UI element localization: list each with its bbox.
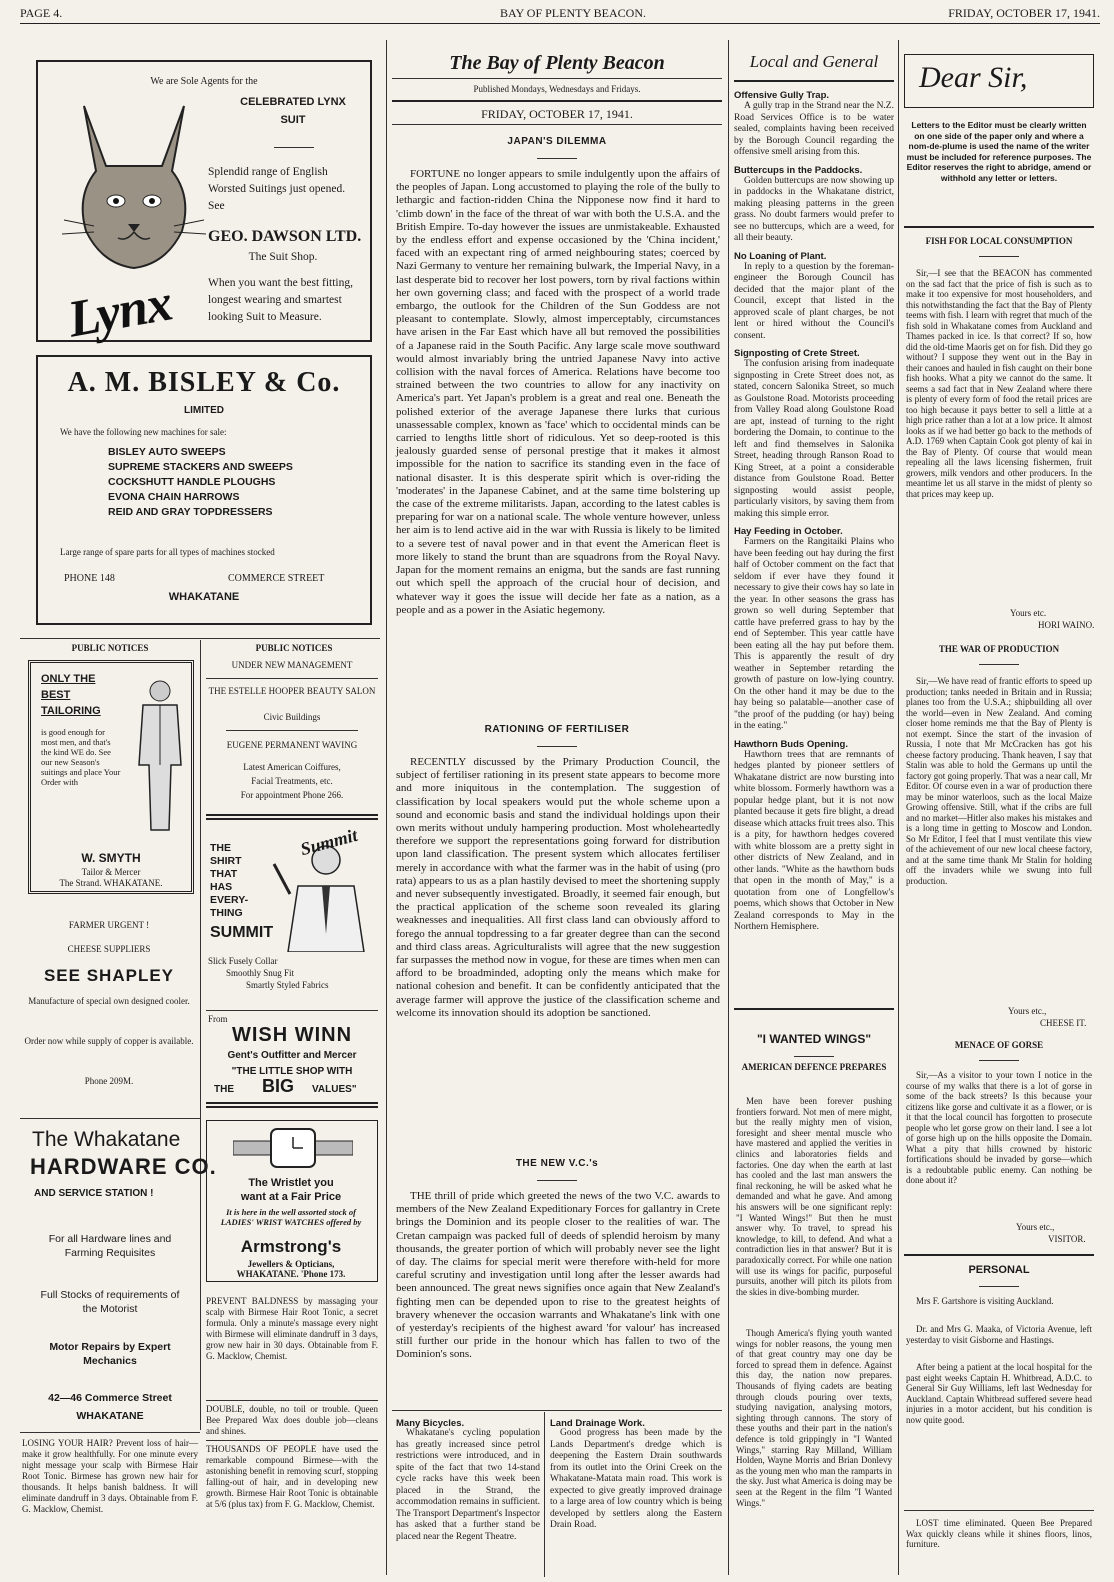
wristlet-firm: Armstrong's <box>240 1237 342 1256</box>
estelle-line-1: Latest American Coiffures, <box>243 762 341 772</box>
shapley-phone: Phone 209M. <box>84 1076 134 1086</box>
hardware-line-2: HARDWARE CO. <box>30 1154 217 1179</box>
column-rule <box>898 40 899 1575</box>
letter-3-text: Sir,—As a visitor to your town I notice in the course of my walks that there is a lot of gorse in some of the back streets? Is this because your citizens like gorse and cultivate it as a flower, or is it that the local council has forgotten to prosecute people who let gorse grow on their land. I see a lot of gorse high up on the hills opposite the Domain. What a pity that hills crowned by historic fortifications should be invaded by gorse—which is a redoubtable public enemy. Can nothing be done about it? <box>906 1070 1092 1185</box>
shapley-headline: SEE SHAPLEY <box>43 966 175 985</box>
local-item <box>734 90 894 159</box>
tailor-figure-icon <box>131 675 189 835</box>
letter-1-head: FISH FOR LOCAL CONSUMPTION <box>925 236 1073 246</box>
summit-word: THAT <box>210 868 238 880</box>
summit-line-2: Smoothly Snug Fit <box>226 968 295 978</box>
machine-item: REID AND GRAY TOPDRESSERS <box>108 506 273 518</box>
lost-time-ad: LOST time eliminated. Queen Bee Prepared Wax quickly cleans while it shines floors, linos, furniture. <box>906 1518 1092 1549</box>
wristlet-ad <box>206 1120 378 1282</box>
local-item-text: Golden buttercups are now showing up in paddocks in the Whakatane district, making pleasing patterns in the green grass. No doubt farmers would prefer to see no buttercups, which are a weed, for all their beauty. <box>734 175 894 243</box>
wings-subtitle: AMERICAN DEFENCE PREPARES <box>741 1062 887 1072</box>
divider <box>794 1056 834 1057</box>
hardware-line-1: The Whakatane <box>32 1128 181 1151</box>
public-notices-head-left: PUBLIC NOTICES <box>71 643 149 653</box>
wristlet-line-1: The Wristlet you <box>248 1177 334 1189</box>
letter-2-head: THE WAR OF PRODUCTION <box>938 644 1060 654</box>
wings-title: "I WANTED WINGS" <box>756 1032 872 1046</box>
lynx-title-2: SUIT <box>280 114 306 126</box>
divider <box>274 147 314 148</box>
personal-item-2: Dr. and Mrs G. Maaka, of Victoria Avenue, left yesterday to visit Gisborne and Hastings. <box>906 1324 1092 1345</box>
machine-item: BISLEY AUTO SWEEPS <box>108 446 226 458</box>
lynx-intro: We are Sole Agents for the <box>150 76 258 87</box>
smyth-line-1: ONLY THE <box>41 673 96 685</box>
public-notices-head-right: PUBLIC NOTICES <box>255 643 333 653</box>
winn-the: THE <box>214 1084 234 1095</box>
summit-line-1: Slick Fusely Collar <box>208 956 278 966</box>
personal-item-1: Mrs F. Gartshore is visiting Auckland. <box>916 1296 1054 1306</box>
bisley-phone: PHONE 148 <box>64 573 115 584</box>
wristlet-trade: Jewellers & Opticians, <box>247 1259 335 1269</box>
lynx-shop: The Suit Shop. <box>248 251 318 263</box>
local-item-head: Signposting of Crete Street. <box>734 348 860 359</box>
double-ad: DOUBLE, double, no toil or trouble. Queen Bee Prepared Wax does double job—cleans and shines. <box>206 1404 378 1436</box>
shapley-line-1: FARMER URGENT ! <box>68 920 150 930</box>
summit-brand: SUMMIT <box>210 924 274 941</box>
local-general-title: Local and General <box>749 52 879 71</box>
divider <box>904 1510 1094 1511</box>
local-items <box>734 84 894 934</box>
estelle-place: Civic Buildings <box>263 712 321 722</box>
divider <box>392 100 722 102</box>
local-item-head: No Loaning of Plant. <box>734 250 827 262</box>
divider <box>392 124 722 125</box>
estelle-perm: EUGENE PERMANENT WAVING <box>226 740 358 750</box>
bisley-street: COMMERCE STREET <box>228 573 325 584</box>
dear-sir-text: Dear Sir, <box>919 61 1028 94</box>
divider <box>537 1180 577 1181</box>
divider <box>537 746 577 747</box>
bicycles-head: Many Bicycles. <box>396 1418 465 1429</box>
estelle-name: THE ESTELLE HOOPER BEAUTY SALON <box>208 686 376 696</box>
machine-item: COCKSHUTT HANDLE PLOUGHS <box>108 476 276 488</box>
wings-text-1: Men have been forever pushing frontiers forward. Not men of mere might, but the really mighty men of vision, foresight and sheer mental muscle who have mastered and applied the verities in clinics and laboratories fields and factories. One day when the earth at last has cooled and the last man answers the final reckoning, he will be asked what he demanded and what he gave. And among his answers will be one significant reply: "I Wanted Wings!" But then he must answer why. To travel, to spread his knowledge, to kill, to defend. And what a contradiction lies in that answer? But it is paradoxically correct. For while one nation will use its wings for pacific, purposeful pursuits, another will pitch its pilots from the skies in dive-bombing murder. <box>736 1096 892 1297</box>
estelle-appointment: For appointment Phone 266. <box>240 790 344 800</box>
headline-fertiliser: RATIONING OF FERTILISER <box>484 724 630 735</box>
summit-logo: Summit <box>298 824 360 860</box>
summit-word: SHIRT <box>210 855 242 867</box>
divider <box>979 1060 1019 1061</box>
letter-3-head: MENACE OF GORSE <box>954 1040 1044 1050</box>
page-number: PAGE 4. <box>20 6 63 20</box>
summit-line-3: Smartly Styled Fabrics <box>246 980 329 990</box>
article-vc: THE thrill of pride which greeted the news of the two V.C. awards to members of the New Zealand Expeditionary Forces for gallantry in Crete brings the Dominion and its people closer to the realities of war. The Cretan campaign was packed full of deeds of splendid heroism by many thousands, the greater portion of which will probably never see the light of day. The claims for special merit were therefore with-held for more careful scrutiny and investigation until long after the lesser awards had been announced. The great news signifies once again that New Zealand's fighting men can be depended upon to rise to the greatest heights of bravery whenever the occasion warrants and Whakatane's link with one of yesterday's recipients of the highest award 'for valour' has increased still further our pride in the honour which has fallen to two of the Dominion's sons. <box>396 1190 720 1361</box>
local-item-head: Hawthorn Buds Opening. <box>734 738 848 750</box>
letter-2-signature: CHEESE IT. <box>1040 1018 1087 1028</box>
smyth-address: The Strand. WHAKATANE. <box>59 878 163 888</box>
machine-item: SUPREME STACKERS AND SWEEPS <box>108 461 293 473</box>
bisley-ad <box>36 355 372 625</box>
article-fertiliser: RECENTLY discussed by the Primary Production Council, the subject of fertiliser rationing in its present state appears to become more and more iniquitous in the contemplation. The suggestion of classification by local speakers would put the whole scheme upon a sound and economic basis and stand the individual holdings upon their own merits without unduly hampering production. Most wholeheartedly therefore we support the representations going forward for distribution upon land classification. The present system which allocates fertiliser merely in accordance with what the farmer was in the habit of using (pro rata) appears to us as a plan hastily devised to meet the shortening supply and never subsequently investigated. Broadly, it seemed fair enough, but the practical application of the scheme soon revealed its glaring weaknesses and inequalities. All first class land can obviously afford to forego the annual topdressing to a far greater degree than can the second and third class areas. Agriculturalists will agree that the new suggestion far surpasses the method now in vogue, for these are times when men can afford to be broadminded, adopting only the means which make for national cohesion and benefit. It can be confidently anticipated that the average farmer will approve the justice of the classification scheme and welcome its innovation should its adoption be sanctioned. <box>396 756 720 1019</box>
letter-1-yours: Yours etc. <box>1010 608 1047 618</box>
thousands-ad: THOUSANDS OF PEOPLE have used the remarkable compound Birmese—with the astonishing benefit in removing scurf, stopping falling-out of hair, and in developing new growth. Birmese Hair Root Tonic is obtainable at 5/6 (plus tax) from F. G. Macklow, Chemist. <box>206 1444 378 1509</box>
summit-words <box>210 842 248 920</box>
local-item-text: Farmers on the Rangitaiki Plains who have been feeding out hay during the first half of October comment on the fact that seldom if ever have they found it necessary to give their cows hay so late in the year. In other seasons the grass has grown so well during September that cattle have preferred grass to hay by the end of September. This year cattle have been eating all the hay put before them. This is apparently the result of dry weather in September retarding the growth of pasture on low-lying country. On the other hand it may be due to the hay being so palatable—another case of "the proof of the pudding (or hay) being in the eating." <box>734 537 894 731</box>
shapley-order: Order now while supply of copper is available. <box>24 1036 194 1046</box>
letter-3-yours: Yours etc., <box>1016 1222 1055 1232</box>
smyth-line-3: TAILORING <box>41 705 101 717</box>
divider <box>226 730 358 731</box>
headline-japan: JAPAN'S DILEMMA <box>507 136 607 147</box>
article-japan: FORTUNE no longer appears to smile indulgently upon the affairs of the peoples of Japan. Long accustomed to playing the role of the bully to lethargic and faction-ridden China the Nipponese now find it hard to 'climb down' in the face of the threat of war with both the U.S.A. and the British Empire. To-day however the issues are unmistakeable. Exhausted by the endless effort and expense occasioned by the 'China incident,' faced with an expectant ring of armed neighbouring states; coerced by Nazi Germany to venture her remaining bulwark, the Imperial Navy, in a last desperate bid to recover her lost powers, torn by rival factions within her own governing class; and faced with the prospect of a world trade embargo, the outlook for the Children of the Sun Goddess are not pleasant to contemplate. Slowly, almost imperceptably, circumstances have arisen in the Far East which have all but removed the possibilities of a Japanese raid in the South Pacific. Any large scale move southward would almost invariably bring the untried Japanese Navy into active collision with the naval forces of America. Relations have become too strained between the two countries to allow for any inactivity on America's part. Yet Japan's problem is a great and real one. Beneath the polished exterior of the average Japanese there lurks that curious unassessable complex, known as 'face' which to occidental minds can be carried to lengths little short of ridiculous. Yet so deep-rooted is this jealously guarded sense of personal prestige that it makes it almost impossible for the nation to sacrifice its standing even in the face of national disaster. It is this desperate spirit which is over-riding the 'moderates' in the Japanese Cabinet, and at the same time bolstering up the case of the extreme militarists. Japan, according to the latest cables is preparing for war on a national scale. The whole venture however, unless her aim is to lend active aid in the war with Russia is likely to be limited to a severe test of naval power and in that event the American fleet is more likely to stand the brunt than are squadrons from the Royal Navy. Japan for the moment remains an enigma, but the sands are fast running out which spell the approach of the crucial hour of decision, and whatever way it goes the issue will decide her fate as a nation, as a people and as a power in the Asiatic hegemony. <box>396 168 720 616</box>
wristlet-town: WHAKATANE. 'Phone 173. <box>236 1269 346 1279</box>
summit-word: EVERY- <box>210 894 249 906</box>
smyth-trade: Tailor & Mercer <box>81 867 141 877</box>
smyth-body: is good enough for most men, and that's the kind WE do. See our new Season's suitings and place Your Order with <box>41 727 121 787</box>
dear-sir-banner <box>904 54 1094 108</box>
divider <box>206 678 378 679</box>
lynx-firm: GEO. DAWSON LTD. <box>208 228 362 245</box>
personal-item-3: After being a patient at the local hospital for the past eight weeks Captain H. Whitbread, A.D.C. to General Sir Guy Williams, left last Wednesday for Auckland. Captain Whitbread suffered severe head injuries in a motor accident, but his condition is now quite good. <box>906 1362 1092 1425</box>
lynx-logo: Lynx <box>63 274 177 349</box>
divider <box>206 1010 378 1011</box>
estelle-line-2: Facial Treatments, etc. <box>251 776 333 786</box>
summit-word: THE <box>210 842 231 854</box>
lynx-tail: When you want the best fitting, longest wearing and smartest looking Suit to Measure. <box>208 277 353 323</box>
local-item-text: In reply to a question by the foreman-engineer the Borough Council has decided that the major plant of the Council, except that listed in the approved scale of plant charges, be not lent or hired without the Council's consent. <box>734 261 894 341</box>
hardware-line-3: AND SERVICE STATION ! <box>34 1188 154 1199</box>
bisley-machine-list <box>108 445 293 520</box>
losing-hair-ad: LOSING YOUR HAIR? Prevent loss of hair—make it grow healthfully. For one minute every night message your scalp with Birmese Hair Root Tonic. Birmese has grown new hair for thousands. It helps banish baldness. It will eliminate dandruff in 3 days. Obtainable from F. G. Macklow, Chemist. <box>22 1438 198 1514</box>
column-rule <box>386 40 387 1575</box>
winn-trade: Gent's Outfitter and Mercer <box>227 1050 357 1061</box>
divider <box>20 1118 200 1119</box>
local-item-text: A gully trap in the Strand near the N.Z. Road Services Office is to be water sealed, complaints having been received by the Borough Council regarding the offensive smell arising from this. <box>734 101 894 157</box>
shapley-line-2: CHEESE SUPPLIERS <box>67 944 151 954</box>
winn-slogan: "THE LITTLE SHOP WITH <box>231 1066 353 1077</box>
bicycles-text: Whakatane's cycling population has greatly increased since petrol restrictions were introduced, and in spite of the fact that two 14-stand cycle racks have this week been placed in the Strand, the accommodation remains in sufficient. The Transport Department's Inspector has asked that a further stand be placed near the Regent Theatre. <box>396 1428 540 1542</box>
bisley-town: WHAKATANE <box>168 591 240 603</box>
letter-2-yours: Yours etc., <box>1008 1006 1047 1016</box>
smyth-line-2: BEST <box>41 689 71 701</box>
lynx-body: Splendid range of English Worsted Suitings just opened. See <box>208 166 346 212</box>
letters-policy: Letters to the Editor must be clearly written on one side of the paper only and where a nom-de-plume is used the name of the writer must be included for reference purposes. The Editor reserves the right to abridge, amend or withhold any letter or letters. <box>906 120 1092 183</box>
local-item-head: Buttercups in the Paddocks. <box>734 164 863 176</box>
summit-word: THING <box>210 907 243 919</box>
column-rule <box>728 40 729 1575</box>
divider <box>904 1254 1094 1256</box>
lynx-ad <box>36 60 372 349</box>
divider <box>392 1410 722 1411</box>
machine-item: EVONA CHAIN HARROWS <box>108 491 240 503</box>
hardware-body-1: For all Hardware lines and Farming Requisites <box>48 1233 172 1259</box>
prevent-baldness-ad: PREVENT BALDNESS by massaging your scalp with Birmese Hair Root Tonic, a secret formula. Only a minute's massage every night with Birmese will eliminate dandruff in 3 days, grow new hair in 30 days. Obtainable from F. G. Macklow, Chemist. <box>206 1296 378 1361</box>
shapley-body: Manufacture of special own designed cooler. <box>28 996 190 1006</box>
issue-date: FRIDAY, OCTOBER 17, 1941. <box>948 6 1100 20</box>
divider <box>979 1286 1019 1287</box>
bisley-spares: Large range of spare parts for all types of machines stocked <box>60 547 275 557</box>
publication-days: Published Mondays, Wednesdays and Fridays. <box>473 84 641 94</box>
column-rule <box>200 640 201 1430</box>
local-item <box>734 165 894 245</box>
divider <box>904 226 1094 228</box>
winn-name: WISH WINN <box>231 1024 353 1046</box>
local-item <box>734 526 894 733</box>
personal-head: PERSONAL <box>968 1264 1030 1276</box>
divider <box>206 1440 378 1441</box>
wings-text-2: Though America's flying youth wanted wings for nobler reasons, the young men of that great country may one day be forced to spread them in defence. Against this day, the nation now prepares. Thousands of flying cadets are beating through clouds pouring over texts, studying navigation, analysing motors, sighting through cannons. The story of these youths and their part in the nation's defence is told grippingly in "I Wanted Wings," starring Ray Milland, William Holden, Wayne Morris and Brian Donlevy as the young men who man the ramparts in the sky. Just what America is doing may be seen at the Regent in the film "I Wanted Wings." <box>736 1328 892 1508</box>
bisley-limited: LIMITED <box>184 405 224 416</box>
letter-1-signature: HORI WAINO. <box>1038 620 1095 630</box>
letter-1-text: Sir,—I see that the BEACON has commented on the sad fact that the price of fish is such as to make it too expensive for most householders, and this notwithstanding the fact that the Bay of Plenty teems with fish. I learn with regret that much of the fish sold in Whakatane comes from Auckland and Thames packed in ice. Is that correct? If so, how did the old-time Maoris get on for fish. Did they go without? I suppose they went out in the Bay in their canoes and hauled in fish caught on their bone fish hooks. What a pity we cannot do the same. It seems a sad fact that in New Zealand where there is plenty of every form of food the retail prices are too high because it pays better to sell a little at a high price rather than a lot at a low price. It almost looks as if we had better go back to the methods of A.D. 1769 when Captain Cook got plenty of kai in the Bay of Plenty. Of course that would mean repealing all the laws licensing fishermen, fruit growers, milk vendors and other producers. In the meantime let us all starve in the midst of plenty so that prices may keep up. <box>906 268 1092 499</box>
winn-from: From <box>208 1014 228 1024</box>
letter-3-signature: VISITOR. <box>1048 1234 1086 1244</box>
hardware-address: 42—46 Commerce Street <box>48 1392 172 1404</box>
headline-vc: THE NEW V.C.'s <box>515 1158 599 1169</box>
divider <box>206 1102 378 1108</box>
hardware-town: WHAKATANE <box>76 1410 144 1422</box>
smyth-name: W. SMYTH <box>81 851 141 865</box>
nameplate: The Bay of Plenty Beacon <box>449 52 665 74</box>
wristlet-line-2: want at a Fair Price <box>240 1191 342 1203</box>
divider <box>734 1008 894 1010</box>
bisley-intro: We have the following new machines for sale: <box>60 427 227 437</box>
local-item <box>734 739 894 934</box>
column-rule <box>544 1412 545 1577</box>
divider <box>206 814 378 820</box>
lynx-title-1: CELEBRATED LYNX <box>240 96 346 108</box>
local-item-text: Hawthorn trees that are remnants of hedges planted by pioneer settlers of Whakatane district are now bursting into white blossom. Formerly hawthorn was a popular hedge plant, but it is not now planted because it gets fire blight, a dread disease which attacks fruit trees also. This is a pity, for hawthorn hedges covered with white blossom are a pretty sight in other districts of New Zealand, and in other lands. "White as the hawthorn buds that open in the month of May," is a quotation from one of Longfellow's poems, which shows that October in New Zealand corresponds to May in the Northern Hemisphere. <box>734 749 894 932</box>
divider <box>206 1400 378 1401</box>
wristwatch-icon <box>233 1125 353 1173</box>
divider <box>537 158 577 159</box>
divider <box>20 638 380 639</box>
summit-word: HAS <box>210 881 233 893</box>
local-item-head: Offensive Gully Trap. <box>734 90 830 101</box>
winn-big: BIG <box>262 1076 295 1096</box>
masthead <box>20 6 1100 24</box>
divider <box>392 78 722 79</box>
local-item <box>734 251 894 343</box>
divider <box>979 256 1019 257</box>
divider <box>20 1432 200 1433</box>
paper-name: BAY OF PLENTY BEACON. <box>500 6 647 20</box>
editorial-date: FRIDAY, OCTOBER 17, 1941. <box>481 107 633 121</box>
letter-2-text: Sir,—We have read of frantic efforts to speed up production; tanks needed in Britain and in Russia; planes too from the U.S.A.; shipbuilding all over the world—even in New Zealand. And coming closer home reminds me that the Bay of Plenty is not exempt. Since the start of the invasion of Russia, I note that Mr McCracken has got his cheese factory producing. Thank heaven, I say that Stalin was able to hold the Germans up until the factory got going properly. That was a near call, Mr Editor. Of course even in a war of production there may be minor waterloos, such as the local Maize Growing offensive. Still, what if the cribs are full and no market—Hitler also makes his mistakes and is a long time in getting to Moscow and London. So Mr Editor, I feel that I must ventilate this view of the achievement of our new local cheese factory, and at the same time thank Mr Stalin for holding off the invaders while we swung into full production. <box>906 676 1092 886</box>
drainage-head: Land Drainage Work. <box>550 1418 645 1429</box>
bisley-name: A. M. BISLEY & Co. <box>67 367 341 398</box>
smyth-ad <box>28 660 194 894</box>
hardware-body-2: Full Stocks of requirements of the Motorist <box>40 1289 180 1315</box>
divider <box>734 80 894 82</box>
winn-values: VALUES" <box>312 1084 357 1095</box>
divider <box>979 664 1019 665</box>
local-item-head: Hay Feeding in October. <box>734 526 843 537</box>
wristlet-line-3: It is here in the well assorted stock of LADIES' WRIST WATCHES offered by <box>220 1207 362 1227</box>
local-item-text: The confusion arising from inadequate signposting in Crete Street does not, as stated, concern Salonika Street, so much as Goulstone Road. Motorists proceeding from Valley Road along Goulstone Road are apt, instead of turning to the right bordering the Domain, to continue to the left and find themselves in Salonika Street, heading through Ranson Road to King Street, at a point a considerable distance from Goulstone Road. Better signposting would assist people, particularly visitors, by saving them from making this simple error. <box>734 359 894 519</box>
estelle-mgmt: UNDER NEW MANAGEMENT <box>231 660 353 670</box>
hardware-body-3: Motor Repairs by Expert Mechanics <box>49 1341 171 1367</box>
drainage-text: Good progress has been made by the Lands Department's dredge which is deepening the Eastern Drain southwards from its outlet into the Orini Creek on the Whakatane-Matata main road. This work is expected to give greatly improved drainage to a large area of low country which is being developed by settlers along the Eastern Drain Road. <box>550 1428 722 1530</box>
local-item <box>734 348 894 520</box>
